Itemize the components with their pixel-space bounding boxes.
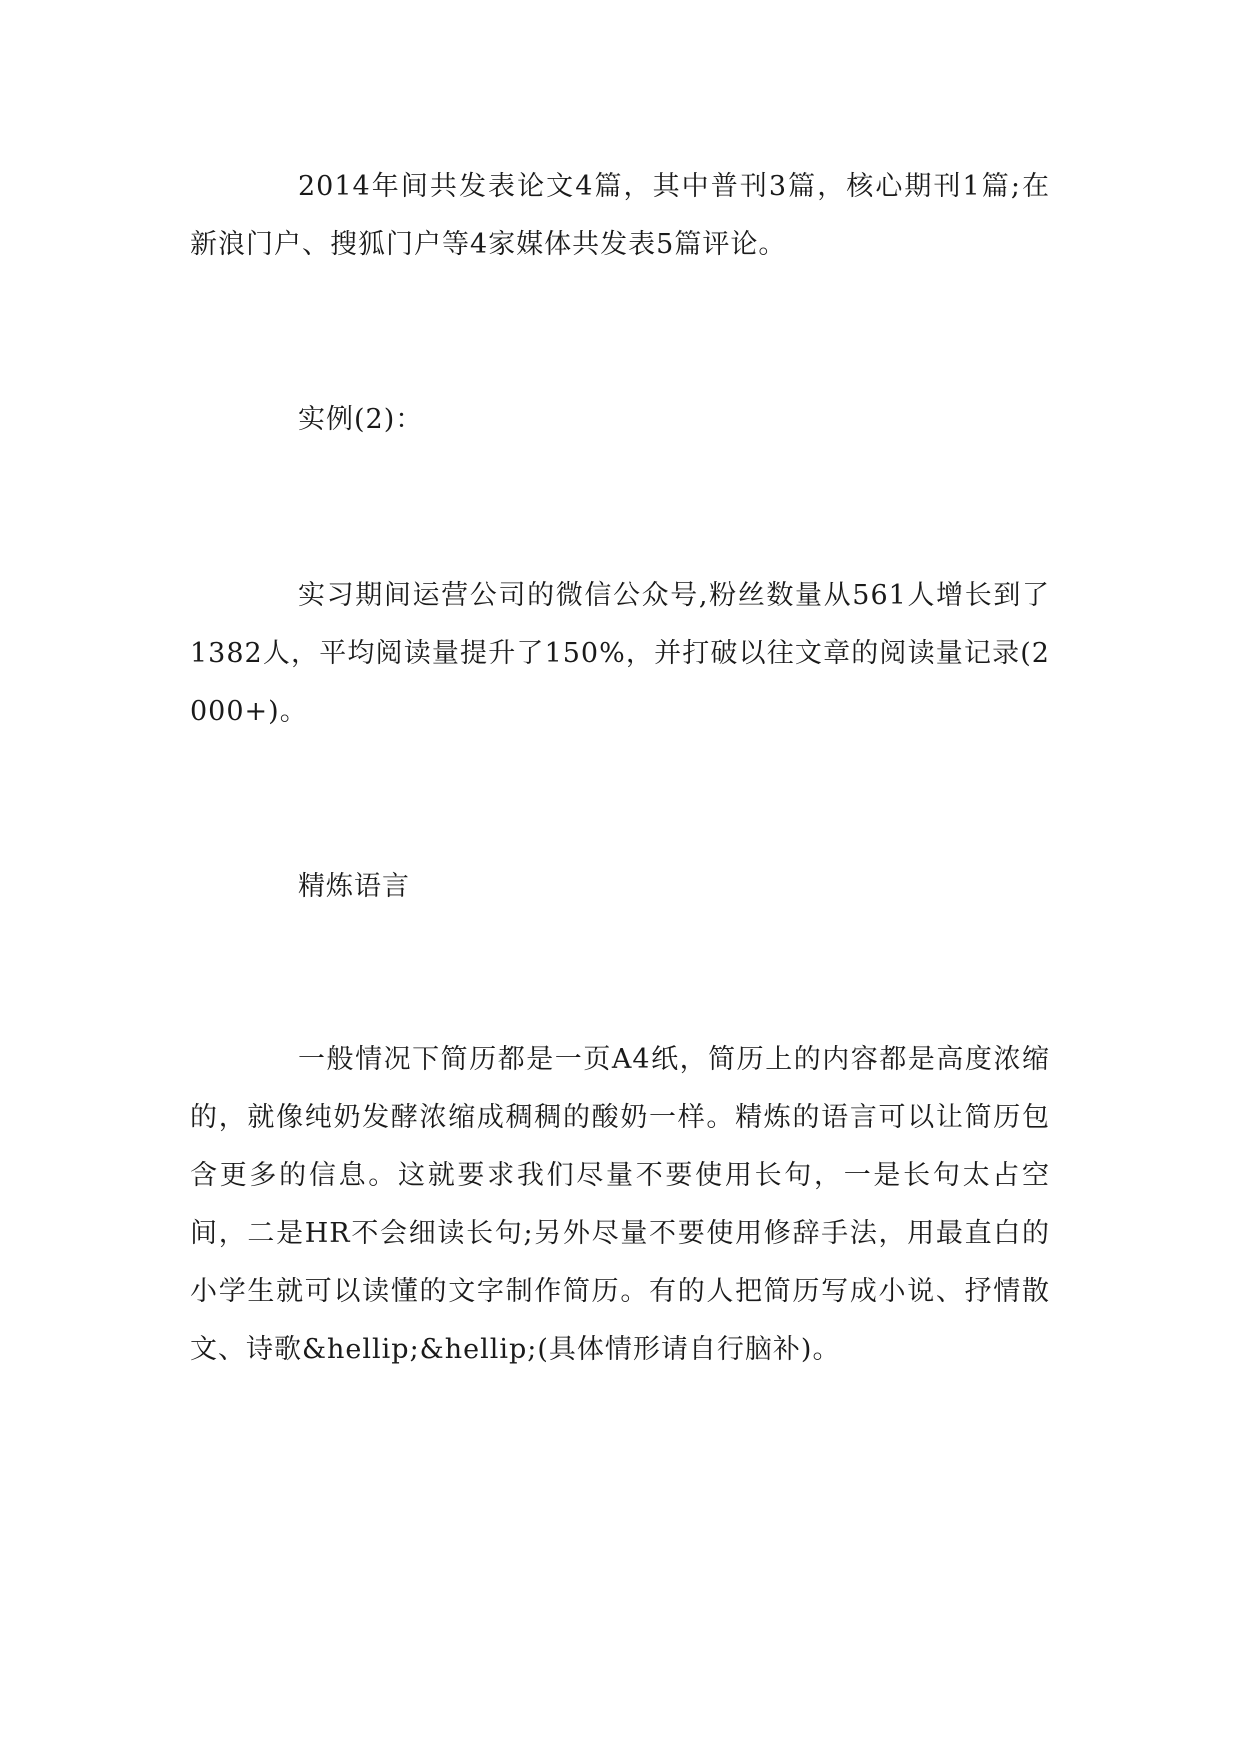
paragraph-publications: 2014年间共发表论文4篇，其中普刊3篇，核心期刊1篇;在新浪门户、搜狐门户等4家媒体共发表5篇评论。 [190,171,1050,260]
paragraph-concise-language-body: 一般情况下简历都是一页A4纸，简历上的内容都是高度浓缩的，就像纯奶发酵浓缩成稠稠的酸奶一样。精炼的语言可以让简历包含更多的信息。这就要求我们尽量不要使用长句，一是长句太占空间，二是HR不会细读长句;另外尽量不要使用修辞手法，用最直白的小学生就可以读懂的文字制作简历。有的人把简历写成小说、抒情散文、诗歌&hellip;&hellip;(具体情形请自行脑补)。 [190,1044,1050,1365]
paragraph-wechat-internship: 实习期间运营公司的微信公众号,粉丝数量从561人增长到了1382人，平均阅读量提升了150%，并打破以往文章的阅读量记录(2000+)。 [190,580,1050,727]
section-heading-concise-language: 精炼语言 [298,871,410,902]
paragraph-example-2-heading: 实例(2)： [298,404,424,435]
